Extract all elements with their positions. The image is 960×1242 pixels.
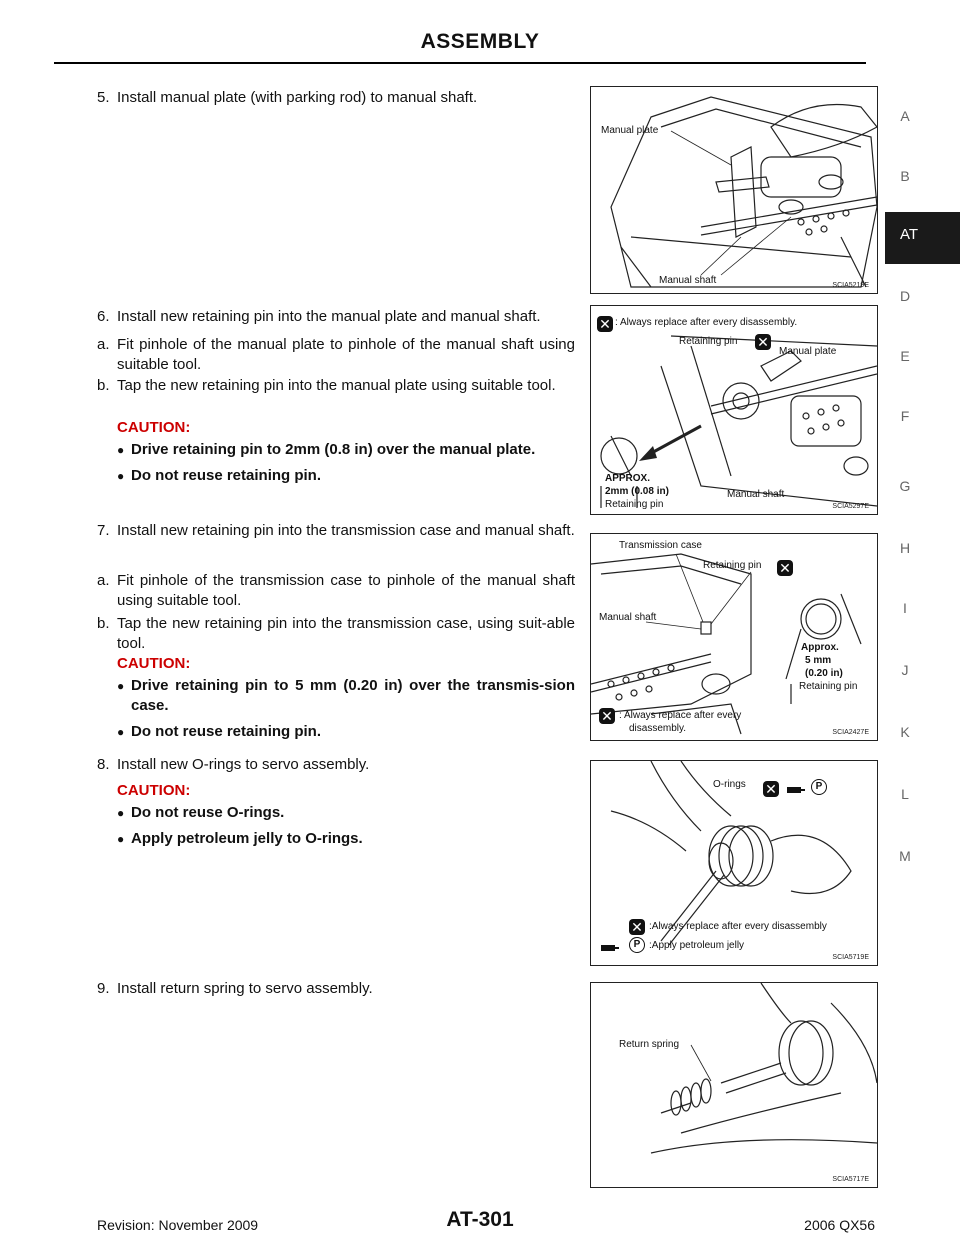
header-rule [54, 62, 866, 64]
figure-label: Approx. [801, 642, 839, 653]
figure-label: Manual shaft [599, 612, 657, 623]
section-index-letter[interactable]: I [903, 600, 907, 616]
figure-legend: :Always replace after every disassembly [649, 921, 827, 932]
footer-revision: Revision: November 2009 [97, 1217, 259, 1233]
section-index-letter[interactable]: H [899, 540, 911, 556]
footer-model: 2006 QX56 [804, 1217, 875, 1233]
replace-part-icon: ✕ [629, 919, 645, 935]
figure-code: SCIA5719E [832, 954, 869, 961]
figure-label: (0.20 in) [805, 668, 843, 679]
figure-manual-plate [590, 86, 878, 294]
figure-label: 2mm (0.08 in) [605, 486, 669, 497]
section-index-letter[interactable]: J [901, 662, 909, 678]
figure-legend: disassembly. [629, 723, 687, 734]
section-tab-active[interactable] [885, 212, 960, 264]
replace-part-icon: ✕ [763, 781, 779, 797]
step-6b: b. Tap the new retaining pin into the manual plate using suitable tool. [97, 377, 556, 394]
step-7a: a. Fit pinhole of the transmission case to pinhole of the manual shaft using suitable tool. [97, 572, 575, 609]
page-title: ASSEMBLY [420, 30, 540, 53]
return-spring-illustration [591, 983, 877, 1187]
figure-retaining-pin-case [590, 533, 878, 741]
section-index-letter[interactable]: E [900, 348, 910, 364]
petroleum-jelly-icon [601, 943, 619, 952]
petroleum-jelly-p-icon: P [811, 779, 827, 795]
figure-code: SCIA5717E [832, 1176, 869, 1183]
step-9: 9. Install return spring to servo assembly. [97, 980, 373, 997]
figure-label: Manual shaft [727, 489, 785, 500]
step-5: 5. Install manual plate (with parking rod) to manual shaft. [97, 89, 478, 106]
figure-label: Manual shaft [659, 275, 717, 286]
figure-return-spring [590, 982, 878, 1188]
figure-label: Retaining pin [703, 560, 762, 571]
figure-label: Return spring [619, 1039, 680, 1050]
section-index-letter[interactable]: G [899, 478, 911, 494]
replace-part-icon: ✕ [599, 708, 615, 724]
caution-block-1: CAUTION: ● Drive retaining pin to 2mm (0.8 in) over the manual plate. ● Do not reuse retaining pin. [117, 418, 575, 486]
figure-label: O-rings [713, 779, 746, 790]
section-index-letter[interactable]: L [901, 786, 909, 802]
section-index-letter[interactable]: M [899, 848, 911, 864]
petroleum-jelly-p-icon: P [629, 937, 645, 953]
figure-code: SCIA2427E [832, 729, 869, 736]
replace-part-icon: ✕ [777, 560, 793, 576]
replace-part-icon: ✕ [755, 334, 771, 350]
step-6a: a. Fit pinhole of the manual plate to pinhole of the manual shaft using suitable tool. [97, 336, 575, 373]
section-index-letter[interactable]: B [900, 168, 910, 184]
figure-code: SCIA5297E [832, 503, 869, 510]
figure-legend: : Always replace after every disassembly. [615, 317, 798, 328]
figure-retaining-pin-plate [590, 305, 878, 515]
section-index-letter[interactable]: A [900, 108, 910, 124]
section-index-letter[interactable]: D [899, 288, 911, 304]
figure-legend: : Always replace after every [619, 710, 742, 721]
figure-o-rings [590, 760, 878, 966]
figure-label: Manual plate [601, 125, 659, 136]
step-6: 6. Install new retaining pin into the manual plate and manual shaft. [97, 308, 541, 325]
figure-label: Transmission case [619, 540, 702, 551]
step-8: 8. Install new O-rings to servo assembly. [97, 756, 370, 773]
manual-plate-illustration [591, 87, 877, 293]
figure-code: SCIA5219E [832, 282, 869, 289]
replace-part-icon: ✕ [597, 316, 613, 332]
section-index-letter[interactable]: F [900, 408, 910, 424]
step-7b: b. Tap the new retaining pin into the transmission case, using suit-able tool. [97, 615, 575, 652]
caution-block-2: CAUTION: ● Drive retaining pin to 5 mm (0.20 in) over the transmis-sion case. ● Do not reuse retaining pin. [117, 654, 575, 742]
petroleum-jelly-icon [787, 785, 805, 794]
caution-block-3: CAUTION: ● Do not reuse O-rings. ● Apply petroleum jelly to O-rings. [117, 781, 575, 849]
figure-label: Retaining pin [799, 681, 858, 692]
figure-label: Retaining pin [679, 336, 738, 347]
figure-label: APPROX. [605, 473, 651, 484]
section-index-letter[interactable]: K [900, 724, 910, 740]
figure-label: Retaining pin [605, 499, 664, 510]
step-7: 7. Install new retaining pin into the transmission case and manual shaft. [97, 522, 575, 539]
section-tab-label: AT [899, 226, 919, 243]
page-number: AT-301 [446, 1208, 514, 1231]
figure-legend: :Apply petroleum jelly [649, 940, 745, 951]
figure-label: Manual plate [779, 346, 837, 357]
figure-label: 5 mm [805, 655, 832, 666]
